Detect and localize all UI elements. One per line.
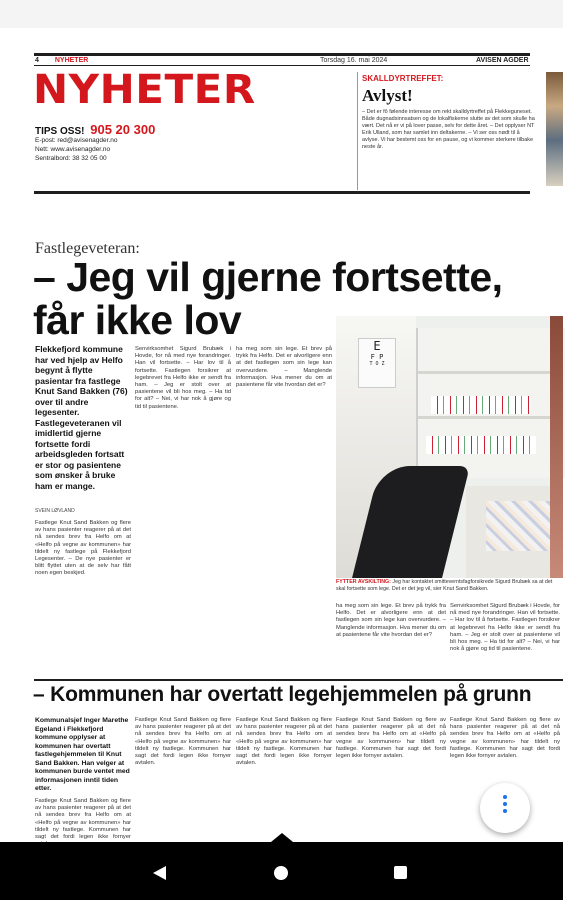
issue-date: Torsdag 16. mai 2024	[320, 57, 388, 64]
headline-line-1: – Jeg vil gjerne fortsette,	[33, 254, 503, 300]
header-rule-top	[34, 53, 530, 56]
article2-lede: Kommunalsjef Inger Marethe Egeland i Flekkefjord kommune opplyser at kommunen har overtatt fastlegehjemmelen til Knut Sand Bakken. Han velger at kommunen burde ventet med informasjonen inntil tiden etter.	[35, 717, 130, 792]
article-body-col-2: Senvirksomhet Sigurd Brubæk i Hovde, for nå med nye forandringer. Han vil fortsette. – Har lov til å fortsette. Fastlegen forsikrer at legebrevet fra Helfo ikke er sendt fra ham. – Jeg er stolt over at pasientene vil bli hos meg. – Ha tid for alt? – Nei, vi har nok å gjøre og tid til pasientene.	[135, 346, 231, 410]
shelf-line	[418, 416, 550, 419]
newspaper-page[interactable]	[0, 28, 563, 842]
eye-chart-row-3: T O Z	[369, 361, 385, 367]
publication-name: AVISEN AGDER	[476, 57, 529, 64]
article2-headline: – Kommunen har overtatt legehjemmelen på grunn	[33, 683, 532, 706]
article-kicker: Fastlegeveteran:	[35, 240, 140, 257]
collapse-handle-icon[interactable]	[271, 833, 293, 842]
article-body-col-1: Fastlege Knut Sand Bakken og flere av hans pasienter reagerer på at det nå sendes brev fra Helfo om at «Helfo på vegne av kommunen» har tildelt ny fastlege på Flekkefjord Legesenter. – De nye pasienter er blitt flyttet uten at de selv har fått noen egen beskjed.	[35, 520, 131, 577]
article2-body-col-3: Fastlege Knut Sand Bakken og flere av hans pasienter reagerer på at det nå sendes brev fra Helfo om at «Helfo på vegne av kommunen» har tildelt ny fastlege. Kommunen har sagt det fordi legen ikke fornyer avtalen.	[236, 717, 332, 767]
tips-phone: 905 20 300	[90, 122, 156, 137]
notice-title: Avlyst!	[362, 86, 413, 105]
article2-body-col-1: Fastlege Knut Sand Bakken og flere av hans pasienter reagerer på at det nå sendes brev fra Helfo om at «Helfo på vegne av kommunen» har tildelt ny fastlege. Kommunen har sagt det fordi legen ikke fornyer	[35, 798, 131, 841]
article-body-col-4: ha meg som sin lege. Et brev på trykk fra Helfo. Det er alvorligere enn at det fastlegen som sin lege kan overvurdere. – Manglende informasjon. Hva mener du om at pasientene får vite hvordan det er?	[336, 603, 446, 638]
article2-body-col-4: Fastlege Knut Sand Bakken og flere av hans pasienter reagerer på at det nå sendes brev fra Helfo om at «Helfo på vegne av kommunen» har tildelt ny fastlege. Kommunen har sagt det fordi legen ikke fornyer avtalen.	[336, 717, 446, 760]
nav-back-icon[interactable]	[149, 862, 171, 884]
notice-kicker: SKALLDYRTREFFET:	[362, 74, 444, 83]
more-options-button[interactable]	[480, 783, 530, 833]
top-status-area	[0, 0, 563, 28]
photo-caption	[336, 579, 563, 592]
section-label: NYHETER	[54, 57, 89, 64]
notice-body: – Det er fô følende interesse om rekt skalldyrtreffet på Flekkeguneset. Både dugnadsinnsatsen og de lokalfiskerne slutte av det som skulle ha vært. Det nå er vi på lover passe, selv for dette året. – Det opplyser NT Erik Ulland, som har samlet inn deltakerne. – Vi ser oss nødt til å avlyse. Vi har bestemt oss for en pause, og vi kommer sterkere tilbake neste år.	[362, 109, 535, 150]
header-section-rule	[34, 191, 530, 194]
shelf-bottles	[431, 396, 531, 414]
article-photo[interactable]	[336, 316, 563, 578]
article-lede: Flekkefjord kommune har ved hjelp av Helfo begynt å flytte pasientar fra fastlege Knut Sand Bakken (76) over til andre legesenter. Fastlegeveteranen vil imidlertid gjerne fortsette fordi arbeidsgleden fortsatt er stor og pasientene som ønsker å bruke ham er mange.	[35, 344, 128, 491]
headline-line-2: får ikke lov	[33, 297, 242, 343]
contact-email: E-post: red@avisenagder.no	[35, 137, 118, 144]
page-number: 4	[35, 57, 39, 64]
shelf-bottles	[426, 436, 536, 454]
eye-chart-row-2: F P	[370, 353, 384, 361]
article2-rule	[34, 679, 563, 681]
nav-home-icon[interactable]	[270, 862, 292, 884]
section-masthead: NYHETER	[33, 67, 256, 113]
article-byline: SVEIN LØVLAND	[35, 508, 75, 514]
tips-line	[35, 122, 155, 137]
caption-text: Jeg har kontaktet smitteverntsfagforsikrede Sigurd Brubæk sa at det skal fortsette som lege. Det er det jeg vil, sier Knut Sand Bakken.	[336, 579, 553, 592]
contact-phone: Sentralbord: 38 32 05 00	[35, 155, 107, 162]
contact-info	[35, 136, 117, 163]
tips-label: TIPS OSS!	[35, 126, 85, 137]
nav-recents-icon[interactable]	[390, 862, 412, 884]
eye-chart	[358, 338, 396, 388]
eye-chart-row-1: E	[373, 339, 381, 353]
article-body-col-5: Senvirksomhet Sigurd Brubæk i Hovde, for nå med nye forandringer. Han vil fortsette. – Har lov til å fortsette. Fastlegen forsikrer at legebrevet fra Helfo ikke er sendt fra ham. – Jeg er stolt over at pasientene vil bli hos meg. – Ha tid for alt? – Nei, vi har nok å gjøre og tid til pasientene.	[450, 603, 560, 653]
more-vertical-icon	[501, 795, 509, 816]
page-header-left	[35, 57, 88, 64]
column-divider	[357, 72, 358, 190]
shelf-line	[418, 371, 550, 374]
article2-body-col-2: Fastlege Knut Sand Bakken og flere av hans pasienter reagerer på at det nå sendes brev fra Helfo om at «Helfo på vegne av kommunen» har tildelt ny fastlege. Kommunen har sagt det fordi legen ikke fornyer avtalen.	[135, 717, 231, 767]
next-page-thumbnail[interactable]	[546, 72, 563, 186]
caption-label: FYTTER AVSKILTING:	[336, 579, 391, 585]
article2-body-col-5: Fastlege Knut Sand Bakken og flere av hans pasienter reagerer på at det nå sendes brev fra Helfo om at «Helfo på vegne av kommunen» har tildelt ny fastlege. Kommunen har sagt det fordi legen ikke fornyer avtalen.	[450, 717, 560, 760]
header-rule-bottom	[34, 65, 530, 66]
contact-web: Nett: www.avisenagder.no	[35, 146, 111, 153]
article-body-col-3: ha meg som sin lege. Et brev på trykk fra Helfo. Det er alvorligere enn at det fastlegen som sin lege kan overvurdere. – Manglende informasjon. Hva mener du om at pasientene får vite hvordan det er?	[236, 346, 332, 389]
photo-edge	[550, 316, 563, 578]
